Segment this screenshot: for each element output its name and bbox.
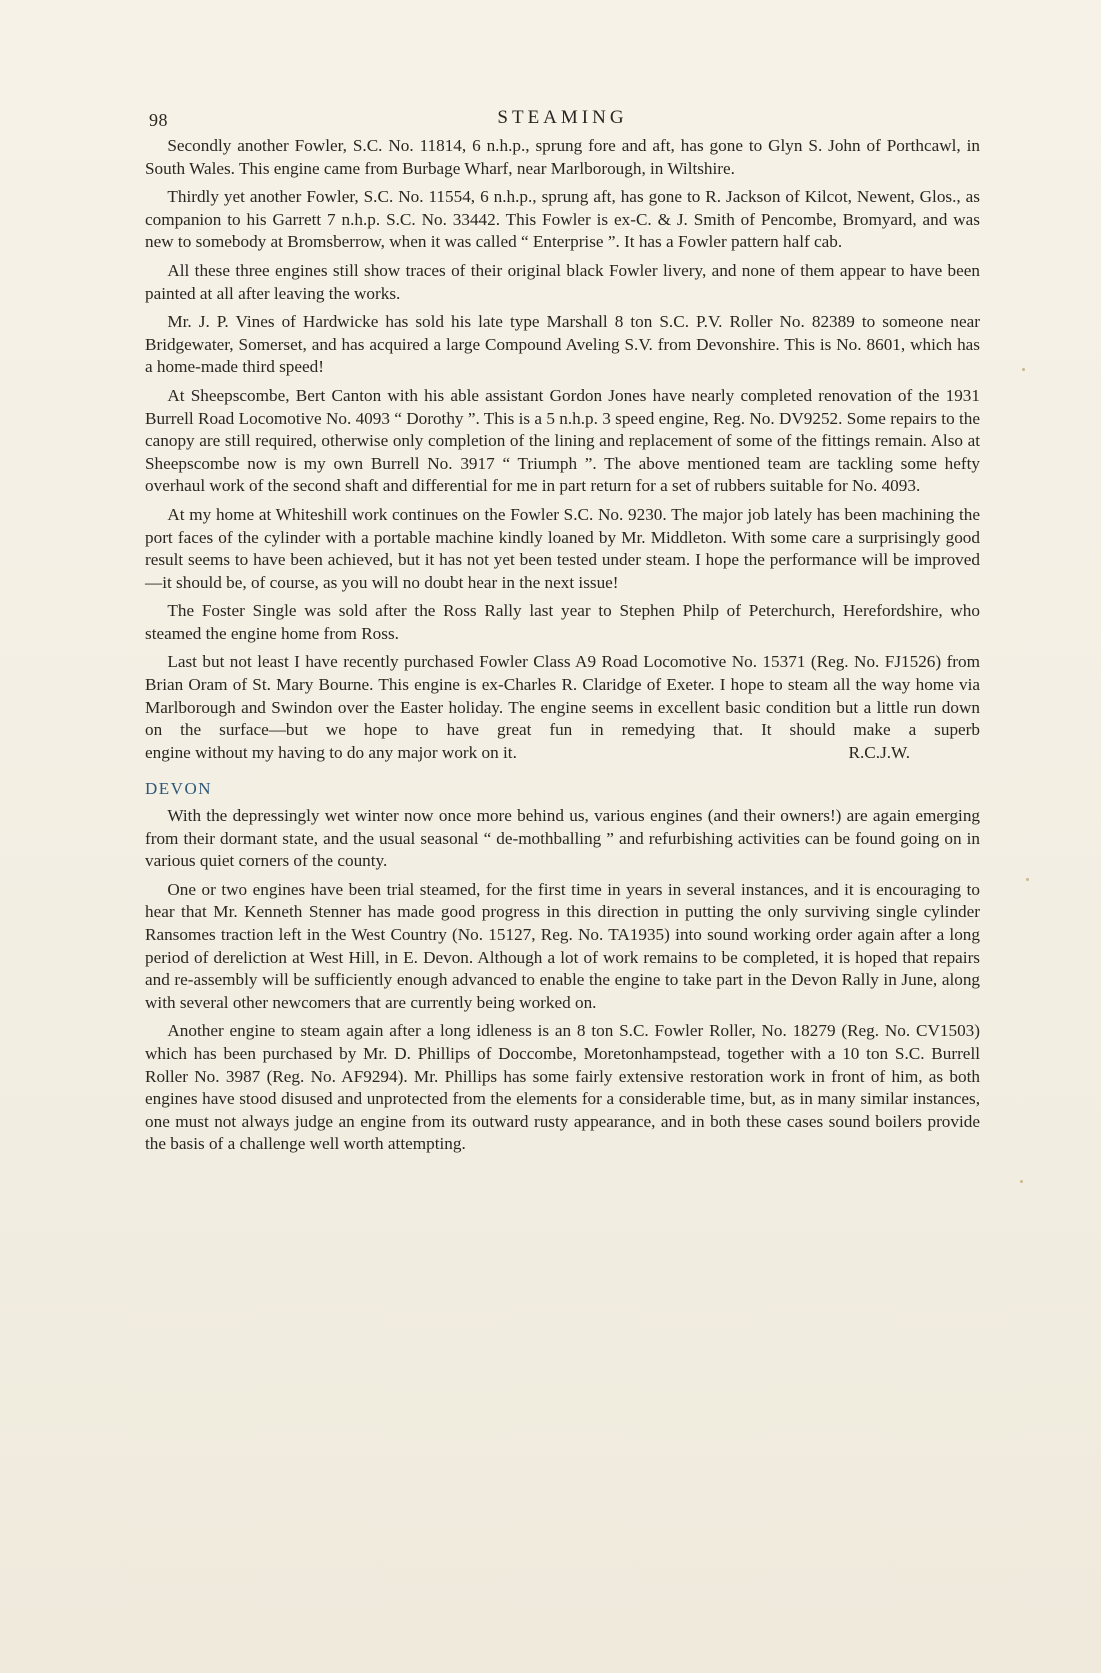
paragraph: Another engine to steam again after a long idleness is an 8 ton S.C. Fowler Roller, No. 18279 (Reg. No. CV1503) which has been purchased by Mr. D. Phillips of Doccombe, Moretonhampstead, together with a 10 ton S.C. Burrell Roller No. 3987 (Reg. No. AF9294). Mr. Phillips has some fairly extensive restoration work in front of him, as both engines have stood disused and unprotected from the elements for a considerable time, but, as in many similar instances, one must not always judge an engine from its outward rusty appearance, and in both these cases sound boilers provide the basis of a challenge well worth attempting. (145, 1021, 980, 1154)
text-column (145, 105, 980, 1162)
paragraph: All these three engines still show traces of their original black Fowler livery, and none of them appear to have been painted at all after leaving the works. (145, 260, 980, 303)
paragraph: With the depressingly wet winter now once more behind us, various engines (and their owners!) are again emerging from their dormant state, and the usual seasonal “ de-mothballing ” and refurbishing activities can be found going on in various quiet corners of the county. (145, 806, 980, 871)
page-number: 98 (149, 110, 168, 130)
running-head: STEAMING (497, 107, 628, 128)
last-paragraph (145, 651, 980, 764)
paragraph: Thirdly yet another Fowler, S.C. No. 11554, 6 n.h.p., sprung aft, has gone to R. Jackson of Kilcot, Newent, Glos., as companion to his Garrett 7 n.h.p. S.C. No. 33442. This Fowler is ex-C. & J. Smith of Pencombe, Bromyard, and was new to somebody at Bromsberrow, when it was called “ Enterprise ”. It has a Fowler pattern half cab. (145, 187, 980, 252)
section-heading-devon: DEVON (145, 779, 212, 799)
paragraph: One or two engines have been trial steamed, for the first time in years in several instances, and it is encouraging to hear that Mr. Kenneth Stenner has made good progress in this direction in putting the only surviving single cylinder Ransomes traction left in the West Country (No. 15127, Reg. No. TA1935) into sound working order again after a long period of dereliction at West Hill, in E. Devon. Although a lot of work remains to be completed, it is hoped that repairs and re-assembly will be sufficiently enough advanced to enable the engine to take part in the Devon Rally in June, along with several other newcomers that are currently being worked on. (145, 879, 980, 1012)
paragraph: Last but not least I have recently purchased Fowler Class A9 Road Locomotive No. 15371 (Reg. No. FJ1526) from Brian Oram of St. Mary Bourne. This engine is ex-Charles R. Claridge of Exeter. I hope to steam all the way home via Marlborough and Swindon over the Easter holiday. The engine seems in excellent basic condition but a little run down on the surface—but we hope to have great fun in remedying that. It should make a superb (145, 652, 980, 740)
paragraph: The Foster Single was sold after the Ross Rally last year to Stephen Philp of Peterchurch, Herefordshire, who steamed the engine home from Ross. (145, 601, 980, 643)
paragraph: Mr. J. P. Vines of Hardwicke has sold his late type Marshall 8 ton S.C. P.V. Roller No. 82389 to someone near Bridgewater, Somerset, and has acquired a large Compound Aveling S.V. from Devonshire. This is No. 8601, which has a home-made third speed! (145, 312, 980, 377)
paragraph: At my home at Whiteshill work continues on the Fowler S.C. No. 9230. The major job lately has been machining the port faces of the cylinder with a portable machine kindly loaned by Mr. Middleton. With some care a surprisingly good result seems to have been achieved, but it has not yet been tested under steam. I hope the performance will be improved—it should be, of course, as you will no doubt hear in the next issue! (145, 504, 980, 592)
paragraph-final-line: engine without my having to do any major work on it. (145, 742, 517, 762)
paper-speck (1020, 1180, 1023, 1183)
page-header (145, 105, 980, 135)
author-signature: R.C.J.W. (848, 742, 910, 762)
paper-speck (1026, 878, 1029, 881)
signature-line (145, 742, 980, 765)
paragraph: At Sheepscombe, Bert Canton with his able assistant Gordon Jones have nearly completed renovation of the 1931 Burrell Road Locomotive No. 4093 “ Dorothy ”. This is a 5 n.h.p. 3 speed engine, Reg. No. DV9252. Some repairs to the canopy are still required, otherwise only completion of the lining and replacement of some of the fittings remain. Also at Sheepscombe now is my own Burrell No. 3917 “ Triumph ”. The above mentioned team are tackling some hefty overhaul work of the second shaft and differential for me in part return for a set of rubbers suitable for No. 4093. (145, 385, 980, 496)
paper-speck (1022, 368, 1025, 371)
paragraph: Secondly another Fowler, S.C. No. 11814, 6 n.h.p., sprung fore and aft, has gone to Glyn S. John of Porthcawl, in South Wales. This engine came from Burbage Wharf, near Marlborough, in Wiltshire. (145, 136, 980, 178)
